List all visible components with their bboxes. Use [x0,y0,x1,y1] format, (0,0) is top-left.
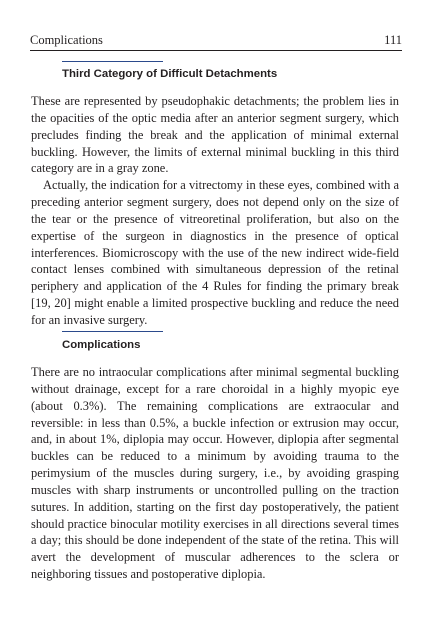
paragraph: Actually, the indication for a vitrectomy in these eyes, combined with a preceding anterior segment surgery, does not depend only on the size of the tear or the presence of vitreoretinal proliferation, but also on the expertise of the surgeon in diagnostics in the presence of optical interferences. Biomicroscopy with the use of the new indirect wide-field contact lenses combined with simultaneous depression of the retinal periphery and application of the 4 Rules for finding the primary break [19, 20] might enable a limited prospective buckling and reduce the need for an invasive surgery. [31,178,399,327]
section-body-third-category [31,93,399,329]
section-rule-third-category [62,61,163,62]
paragraph: These are represented by pseudophakic detachments; the problem lies in the opacities of the optic media after an anterior segment surgery, which precludes finding the break and the application of minimal external buckling. However, the limits of external minimal buckling in this third category are in a gray zone. [31,94,399,176]
book-page [30,0,402,640]
paragraph: There are no intraocular complications after minimal segmental buckling without drainage, except for a rare choroidal in a highly myopic eye (about 0.3%). The remaining complications are extraocular and reversible: in less than 0.5%, a buckle infection or extrusion may occur, and, in about 1%, diplopia may occur. However, diplopia after segmental buckles can be reduced to a minimum by avoiding trauma to the perimysium of the muscles during surgery, i.e., by avoiding grasping muscles with sharp instruments or uncontrolled pulling on the traction sutures. In addition, starting on the first day postoperatively, the patient should practice binocular motility exercises in all directions several times a day; this should be done independent of the state of the retina. This will avert the development of muscular adherences to the sclera or neighboring tissues and postoperative diplopia. [31,365,399,582]
running-head-rule [30,50,402,51]
section-body-complications [31,364,399,583]
section-rule-complications [62,331,163,332]
running-head-title: Complications [30,33,103,47]
page-number: 111 [384,33,402,47]
running-head [30,30,402,50]
section-heading-third-category: Third Category of Difficult Detachments [62,68,278,80]
section-heading-complications: Complications [62,339,141,351]
